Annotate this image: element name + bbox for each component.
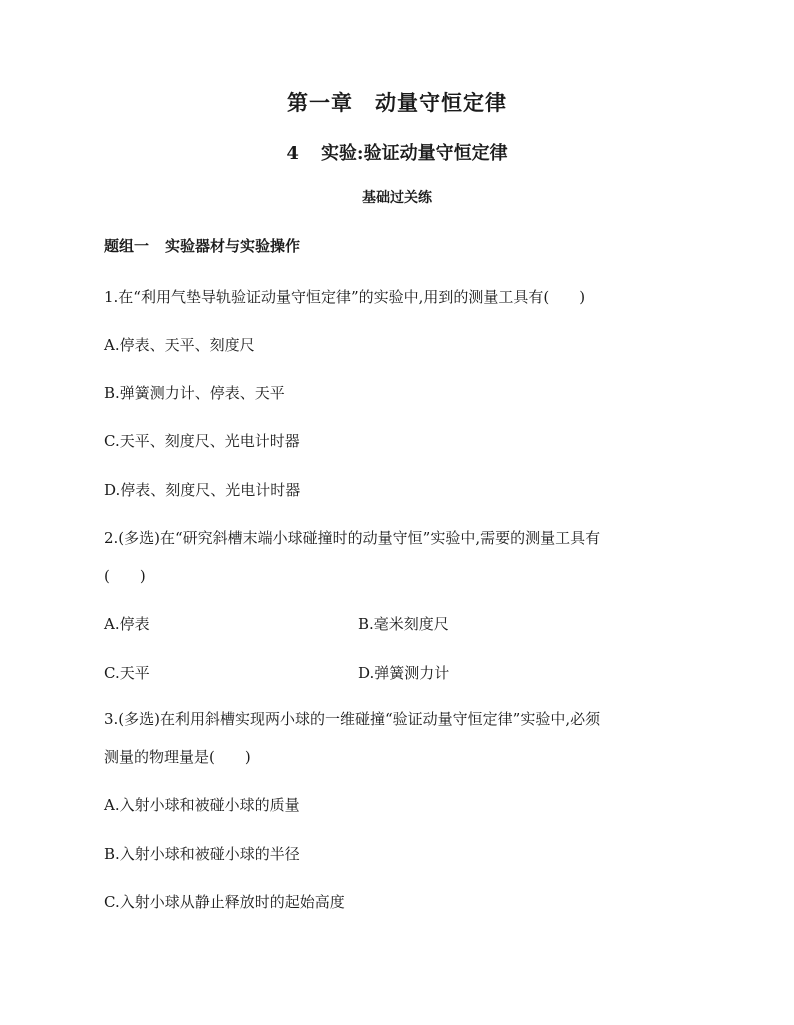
group-title — [104, 239, 300, 254]
group-label: 题组一 — [104, 237, 150, 255]
chapter-title — [0, 92, 794, 113]
question-1-stem: 1.在“利用气垫导轨验证动量守恒定律”的实验中,用到的测量工具有( ) — [104, 288, 586, 306]
section-title — [0, 145, 794, 163]
question-1-option-a: A.停表、天平、刻度尺 — [104, 336, 255, 354]
question-1-option-b: B.弹簧测力计、停表、天平 — [104, 384, 285, 402]
question-3-option-c: C.入射小球从静止释放时的起始高度 — [104, 893, 345, 911]
question-2-stem-line-2: ( ) — [104, 567, 146, 585]
question-2-option-a: A.停表 — [104, 615, 150, 633]
chapter-number: 第一章 — [287, 90, 353, 115]
question-1-option-d: D.停表、刻度尺、光电计时器 — [104, 481, 301, 499]
question-3-option-a: A.入射小球和被碰小球的质量 — [104, 796, 300, 814]
section-name: 实验:验证动量守恒定律 — [320, 143, 508, 164]
question-2-option-d: D.弹簧测力计 — [358, 664, 450, 682]
question-2-option-b: B.毫米刻度尺 — [358, 615, 449, 633]
question-2-stem-line-1: 2.(多选)在“研究斜槽末端小球碰撞时的动量守恒”实验中,需要的测量工具有 — [104, 529, 601, 547]
question-1-option-c: C.天平、刻度尺、光电计时器 — [104, 432, 300, 450]
question-3-stem-line-1: 3.(多选)在利用斜槽实现两小球的一维碰撞“验证动量守恒定律”实验中,必须 — [104, 710, 601, 728]
group-name: 实验器材与实验操作 — [165, 237, 301, 255]
section-number: 4 — [286, 143, 299, 164]
chapter-name: 动量守恒定律 — [375, 90, 507, 115]
question-3-stem-line-2: 测量的物理量是( ) — [104, 748, 251, 766]
question-2-option-c: C.天平 — [104, 664, 150, 682]
subtitle: 基础过关练 — [362, 190, 432, 206]
question-3-option-b: B.入射小球和被碰小球的半径 — [104, 845, 300, 863]
